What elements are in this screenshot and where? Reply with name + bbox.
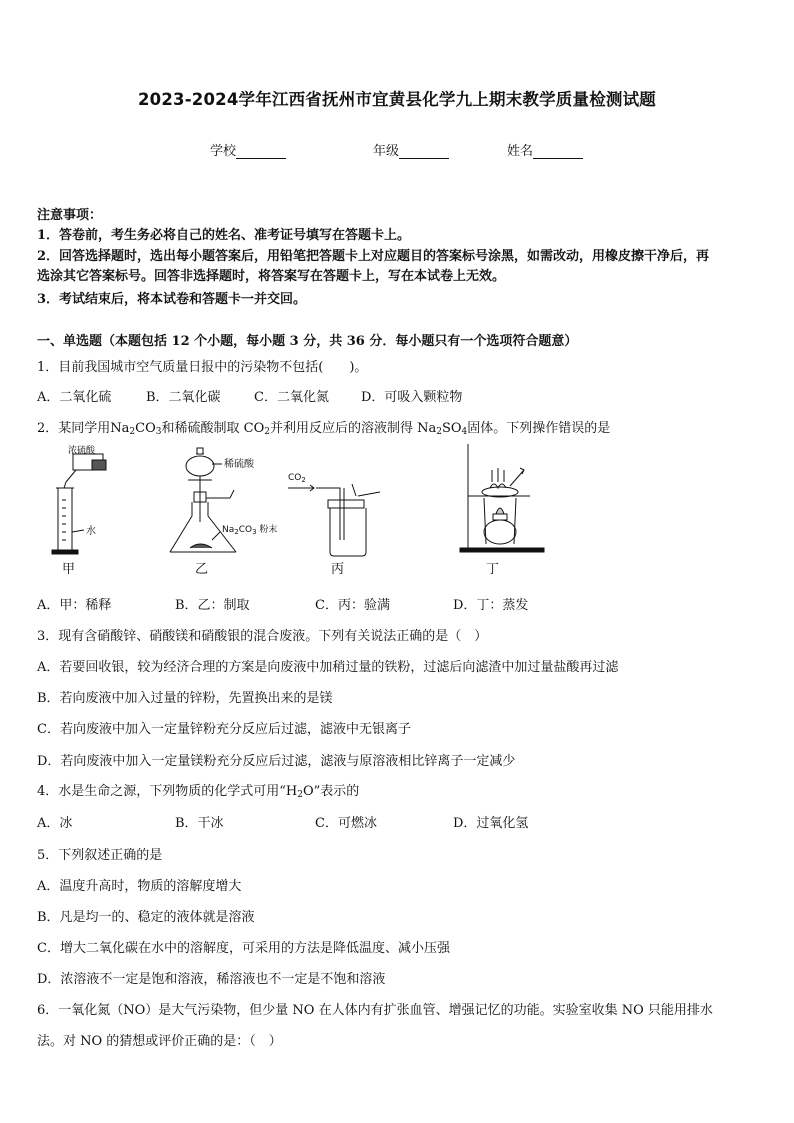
notice-item: 3．考试结束后，将本试卷和答题卡一并交回。 [37,292,307,307]
q1-option-a[interactable]: A．二氧化硫 [37,390,112,405]
q2-option-d[interactable]: D．丁：蒸发 [453,598,529,613]
q5-option-d[interactable]: D．浓溶液不一定是饱和溶液，稀溶液也不一定是不饱和溶液 [37,972,386,987]
experiment-figure [40,440,560,580]
question-4-stem: 4．水是生命之源，下列物质的化学式可用“$H_2O$”表示的 [37,784,360,800]
question-6-stem-line2: 法。对 NO 的猜想或评价正确的是：（ ） [37,1034,282,1049]
school-label: 学校 [210,144,237,159]
q4-option-d[interactable]: D．过氧化氢 [453,816,529,831]
beaker-dilution-icon [52,444,106,554]
svg-text:CO2: $CO_2$ [288,473,306,484]
question-1-stem: 1．目前我国城市空气质量日报中的污染物不包括( )。 [37,360,368,375]
name-blank[interactable] [533,145,583,159]
q4-option-a[interactable]: A．冰 [37,816,73,831]
notice-item: 1．答卷前，考生务必将自己的姓名、准考证号填写在答题卡上。 [37,228,411,243]
svg-text:浓硫酸: 浓硫酸 [68,446,96,456]
figure-label-jia: 甲 [62,562,76,577]
q4-option-b[interactable]: B．干冰 [175,816,224,831]
q3-option-a[interactable]: A．若要回收银，较为经济合理的方案是向废液中加稍过量的铁粉，过滤后向滤渣中加过量盐酸再过滤 [37,660,619,675]
svg-text:稀硫酸: 稀硫酸 [224,459,254,470]
svg-text:Na2CO3 粉末: $Na_2CO_3$ 粉末 [222,525,278,536]
figure-label-yi: 乙 [195,562,209,577]
q1-option-c[interactable]: C．二氧化氮 [254,390,329,405]
q2-option-b[interactable]: B．乙：制取 [175,598,250,613]
notice-item: 选涂其它答案标号。回答非选择题时，将答案写在答题卡上，写在本试卷上无效。 [37,269,506,284]
section-heading: 一、单选题（本题包括 12 个小题，每小题 3 分，共 36 分．每小题只有一个选项符合题意） [37,334,578,349]
question-6-stem-line1: 6．一氧化氮（NO）是大气污染物，但少量 NO 在人体内有扩张血管、增强记忆的功能。实验室收集 NO 只能用排水 [37,1003,713,1018]
q3-option-b[interactable]: B．若向废液中加入过量的锌粉，先置换出来的是镁 [37,691,333,706]
q3-option-d[interactable]: D．若向废液中加入一定量镁粉充分反应后过滤，滤液与原溶液相比锌离子一定减少 [37,754,516,769]
name-label: 姓名 [507,144,534,159]
svg-text:水: 水 [86,526,96,537]
school-blank[interactable] [236,145,286,159]
question-5-stem: 5．下列叙述正确的是 [37,848,163,863]
q2-option-a[interactable]: A．甲：稀释 [37,598,112,613]
q3-option-c[interactable]: C．若向废液中加入一定量锌粉充分反应后过滤，滤液中无银离子 [37,722,411,737]
school-field[interactable] [210,140,286,159]
q2-option-c[interactable]: C．丙：验满 [315,598,390,613]
grade-label: 年级 [373,144,400,159]
notice-heading: 注意事项： [37,208,103,223]
evaporation-icon [460,444,544,552]
q5-option-b[interactable]: B．凡是均一的、稳定的液体就是溶液 [37,910,255,925]
question-3-stem: 3．现有含硝酸锌、硝酸镁和硝酸银的混合废液。下列有关说法正确的是（ ） [37,629,488,644]
gas-bottle-icon [288,473,380,556]
q1-option-d[interactable]: D．可吸入颗粒物 [361,390,463,405]
q5-option-a[interactable]: A．温度升高时，物质的溶解度增大 [37,879,242,894]
name-field[interactable] [507,140,583,159]
exam-title: 2023-2024学年江西省抚州市宜黄县化学九上期末教学质量检测试题 [138,90,656,109]
q1-option-b[interactable]: B．二氧化碳 [146,390,221,405]
notice-item: 2．回答选择题时，选出每小题答案后，用铅笔把答题卡上对应题目的答案标号涂黑，如需改动，用橡皮擦干净后，再 [37,249,710,264]
flask-funnel-icon [170,448,277,552]
q4-option-c[interactable]: C．可燃冰 [315,816,377,831]
grade-blank[interactable] [399,145,449,159]
figure-label-bing: 丙 [331,562,345,577]
question-2-stem: 2．某同学用$Na_2CO_3$和稀硫酸制取 $CO_2$并利用反应后的溶液制得 $Na_2SO_4$固体。下列操作错误的是 [37,421,611,437]
figure-label-ding: 丁 [486,562,500,577]
q5-option-c[interactable]: C．增大二氧化碳在水中的溶解度，可采用的方法是降低温度、减小压强 [37,941,450,956]
grade-field[interactable] [373,140,449,159]
